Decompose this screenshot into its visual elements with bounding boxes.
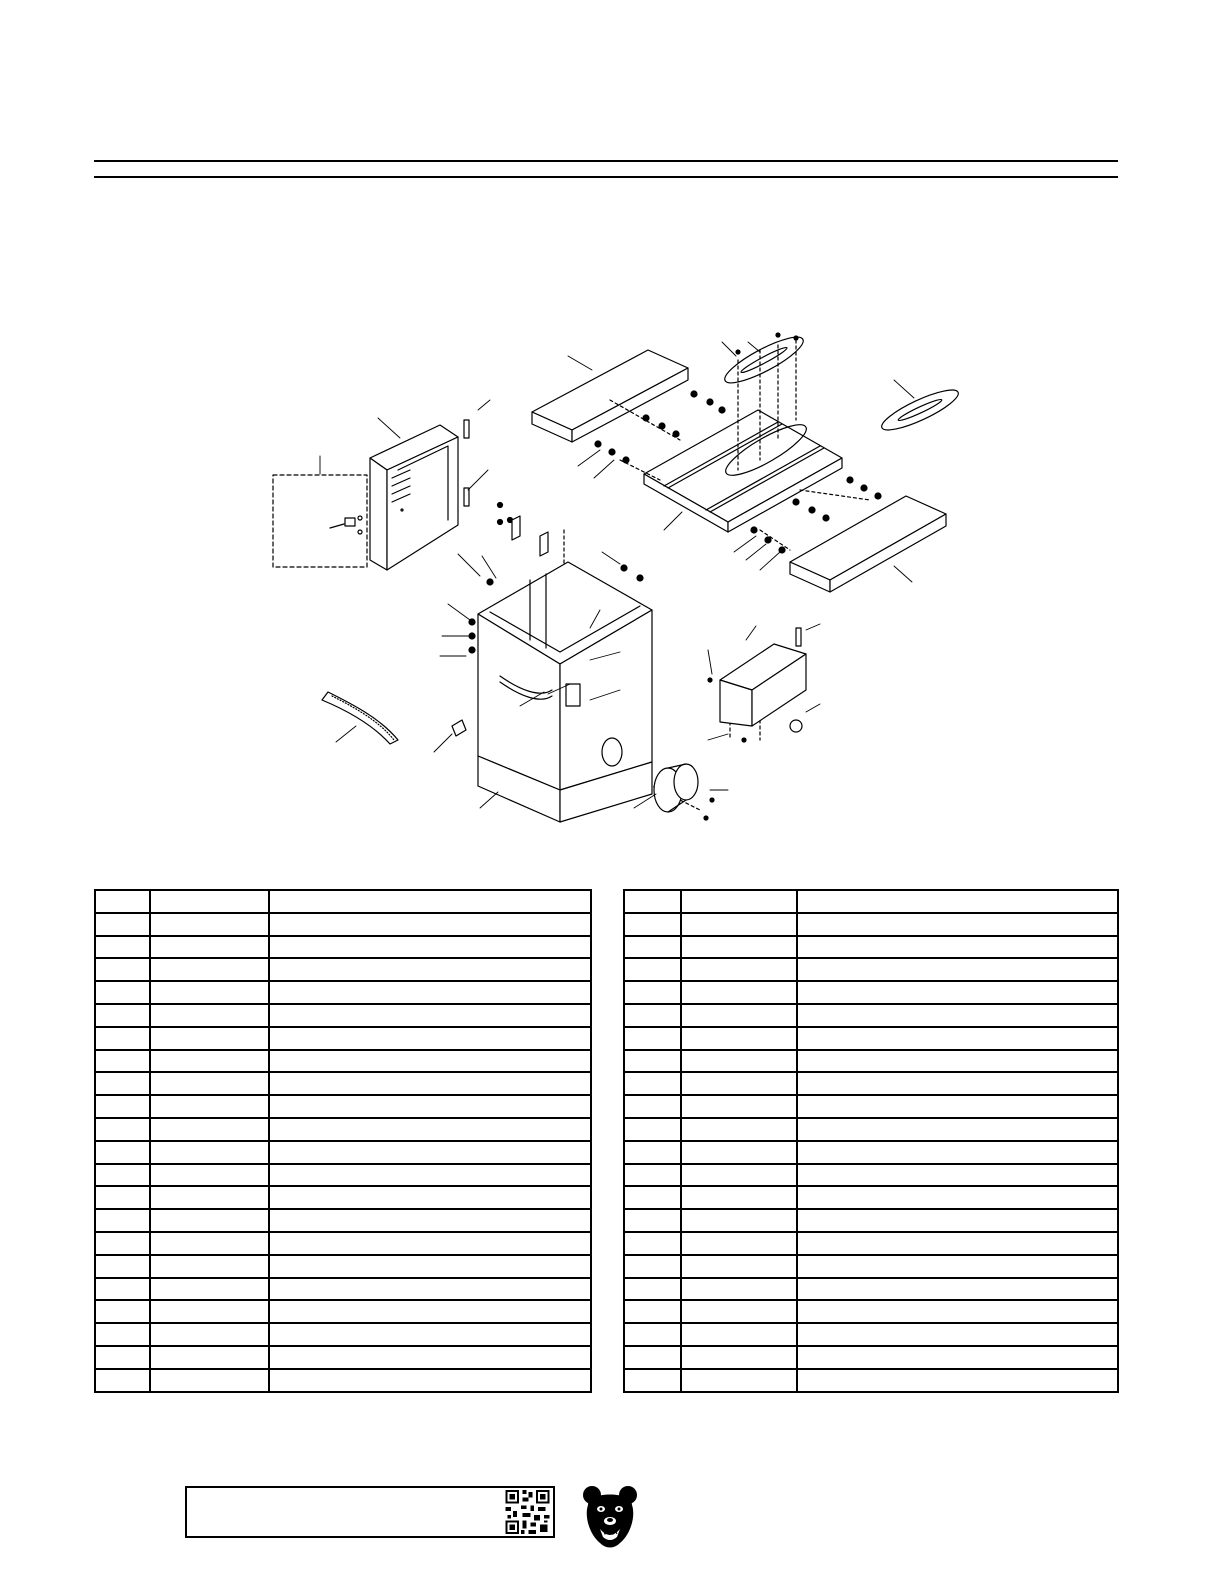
table-row bbox=[95, 981, 591, 1004]
table-row bbox=[95, 1164, 591, 1187]
table-row bbox=[95, 1186, 591, 1209]
bear-logo-icon bbox=[580, 1483, 640, 1551]
table-row bbox=[624, 1369, 1118, 1392]
table-row bbox=[95, 1050, 591, 1073]
qr-code-icon[interactable] bbox=[500, 1488, 555, 1536]
table-row bbox=[624, 1050, 1118, 1073]
parts-list-table-left bbox=[94, 889, 592, 1393]
switch-assembly-outline bbox=[273, 475, 367, 567]
motor-cover bbox=[720, 644, 806, 732]
table-row bbox=[95, 1300, 591, 1323]
table-row bbox=[624, 1255, 1118, 1278]
table-row bbox=[624, 1141, 1118, 1164]
dust-port bbox=[654, 764, 698, 812]
table-row bbox=[624, 1209, 1118, 1232]
table-row bbox=[624, 1346, 1118, 1369]
table-row bbox=[95, 890, 591, 913]
table-row bbox=[624, 1186, 1118, 1209]
table-row bbox=[95, 1323, 591, 1346]
table-row bbox=[95, 936, 591, 959]
switch-parts bbox=[330, 516, 362, 534]
table-row bbox=[624, 1300, 1118, 1323]
table-row bbox=[624, 1004, 1118, 1027]
table-row bbox=[95, 1095, 591, 1118]
table-row bbox=[95, 1072, 591, 1095]
table-row bbox=[624, 1164, 1118, 1187]
cabinet-base bbox=[478, 562, 652, 822]
table-row bbox=[95, 1255, 591, 1278]
table-row bbox=[624, 1118, 1118, 1141]
table-row bbox=[624, 890, 1118, 913]
throat-plate-spare bbox=[878, 383, 963, 437]
left-side-cover bbox=[370, 425, 458, 570]
table-row bbox=[95, 1278, 591, 1301]
parts-list-table-right bbox=[623, 889, 1119, 1393]
table-row bbox=[624, 913, 1118, 936]
table-row bbox=[95, 958, 591, 981]
strain-relief bbox=[452, 720, 466, 736]
table-row bbox=[624, 1278, 1118, 1301]
table-row bbox=[95, 913, 591, 936]
table-row bbox=[95, 1118, 591, 1141]
table-row bbox=[95, 1346, 591, 1369]
table-row bbox=[624, 981, 1118, 1004]
table-row bbox=[95, 1232, 591, 1255]
table-row bbox=[95, 1141, 591, 1164]
table-row bbox=[624, 1323, 1118, 1346]
table-row bbox=[624, 958, 1118, 981]
table-row bbox=[95, 1369, 591, 1392]
table-row bbox=[624, 1027, 1118, 1050]
table-row bbox=[95, 1209, 591, 1232]
table-row bbox=[624, 936, 1118, 959]
table-row bbox=[624, 1095, 1118, 1118]
table-row bbox=[624, 1232, 1118, 1255]
main-table-top bbox=[644, 410, 842, 532]
table-row bbox=[624, 1072, 1118, 1095]
brush-strip bbox=[322, 692, 398, 744]
table-row bbox=[95, 1027, 591, 1050]
table-row bbox=[95, 1004, 591, 1027]
